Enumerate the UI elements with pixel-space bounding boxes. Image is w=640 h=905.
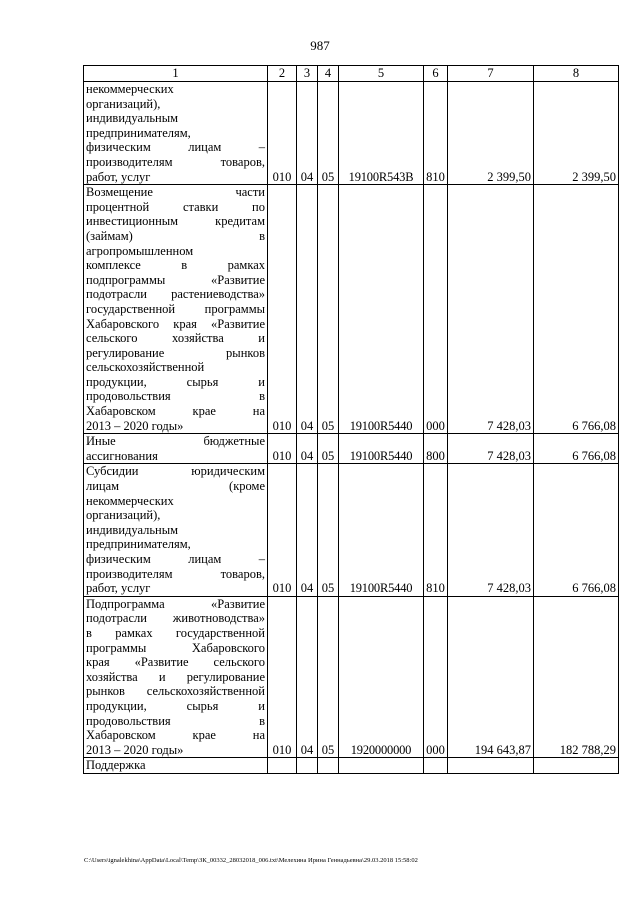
expense-type-code-cell — [424, 758, 448, 774]
expense-type-code-cell: 000 — [424, 185, 448, 434]
item-name-line: работ, услуг — [86, 169, 151, 184]
table-row — [84, 596, 619, 758]
item-name-line: физическим лицам – — [86, 140, 265, 155]
table-row — [84, 758, 619, 774]
podrazdel-code-cell — [318, 758, 339, 774]
target-article-code-cell: 1920000000 — [339, 596, 424, 758]
item-name-line: регулирование рынков — [86, 345, 265, 360]
amount-2018-cell: 7 428,03 — [448, 434, 534, 464]
item-name-line: (займам) в — [86, 228, 265, 243]
table-row — [84, 185, 619, 434]
item-name-line: продукции, сырья и — [86, 698, 265, 713]
table-row — [84, 82, 619, 185]
item-name-line: предпринимателям, — [86, 125, 191, 140]
expense-type-code-cell: 810 — [424, 82, 448, 185]
header-cell: 1 — [84, 66, 268, 82]
item-name-line: некоммерческих — [86, 493, 174, 508]
glava-code-cell: 010 — [268, 596, 297, 758]
amount-2019-cell: 6 766,08 — [534, 185, 619, 434]
amount-2019-cell: 2 399,50 — [534, 82, 619, 185]
header-cell: 3 — [297, 66, 318, 82]
amount-2019-cell: 6 766,08 — [534, 434, 619, 464]
item-name-cell — [84, 82, 268, 185]
expense-type-code-cell: 800 — [424, 434, 448, 464]
amount-2019-cell: 6 766,08 — [534, 464, 619, 596]
glava-code-cell: 010 — [268, 82, 297, 185]
table-row — [84, 464, 619, 596]
item-name-cell — [84, 464, 268, 596]
item-name-line: организаций), — [86, 96, 161, 111]
item-name-line: подотрасли животноводства» — [86, 611, 265, 626]
item-name-cell — [84, 596, 268, 758]
razdel-code-cell — [297, 758, 318, 774]
target-article-code-cell: 19100R543В — [339, 82, 424, 185]
header-cell: 6 — [424, 66, 448, 82]
item-name-line: некоммерческих — [86, 82, 174, 96]
item-name-line: края «Развитие сельского — [86, 655, 265, 670]
item-name-line: организаций), — [86, 508, 161, 523]
item-name-line: рынков сельскохозяйственной — [86, 684, 265, 699]
amount-2018-cell — [448, 758, 534, 774]
header-cell: 5 — [339, 66, 424, 82]
item-name-line: Хабаровском крае на — [86, 404, 265, 419]
budget-table — [83, 65, 619, 774]
podrazdel-code-cell: 05 — [318, 82, 339, 185]
amount-2018-cell: 194 643,87 — [448, 596, 534, 758]
glava-code-cell: 010 — [268, 185, 297, 434]
item-name-line: продовольствия в — [86, 713, 265, 728]
item-name-line: индивидуальным — [86, 522, 179, 537]
razdel-code-cell: 04 — [297, 185, 318, 434]
item-name-line: Хабаровском крае на — [86, 728, 265, 743]
item-name-line: работ, услуг — [86, 581, 151, 596]
header-row — [84, 66, 619, 82]
razdel-code-cell: 04 — [297, 596, 318, 758]
item-name-line: агропромышленном — [86, 243, 194, 258]
amount-2018-cell: 2 399,50 — [448, 82, 534, 185]
item-name-line: сельскохозяйственной — [86, 360, 205, 375]
item-name-cell — [84, 758, 268, 774]
item-name-line: 2013 – 2020 годы» — [86, 742, 184, 757]
amount-2019-cell: 182 788,29 — [534, 596, 619, 758]
item-name-line: производителям товаров, — [86, 566, 265, 581]
file-path-footer: C:\Users\ignalekhina\AppData\Local\Temp\ЗК_00332_28032018_006.txt\Мелехина Ирина Геннадьевна\29.03.2018 15:58:02 — [84, 857, 418, 864]
item-name-line: производителям товаров, — [86, 154, 265, 169]
razdel-code-cell: 04 — [297, 464, 318, 596]
target-article-code-cell — [339, 758, 424, 774]
podrazdel-code-cell: 05 — [318, 434, 339, 464]
page-number: 987 — [310, 38, 330, 53]
header-cell: 8 — [534, 66, 619, 82]
item-name-cell — [84, 434, 268, 464]
item-name-line: Иные бюджетные — [86, 434, 265, 449]
item-name-line: индивидуальным — [86, 111, 179, 126]
podrazdel-code-cell: 05 — [318, 464, 339, 596]
podrazdel-code-cell: 05 — [318, 185, 339, 434]
item-name-line: продукции, сырья и — [86, 374, 265, 389]
expense-type-code-cell: 810 — [424, 464, 448, 596]
item-name-line: процентной ставки по — [86, 199, 265, 214]
item-name-line: подотрасли растениеводства» — [86, 287, 265, 302]
header-cell: 7 — [448, 66, 534, 82]
podrazdel-code-cell: 05 — [318, 596, 339, 758]
amount-2018-cell: 7 428,03 — [448, 185, 534, 434]
item-name-line: Возмещение части — [86, 185, 265, 200]
item-name-line: Подпрограмма «Развитие — [86, 596, 265, 611]
razdel-code-cell: 04 — [297, 434, 318, 464]
item-name-line: государственной программы — [86, 301, 265, 316]
amount-2018-cell: 7 428,03 — [448, 464, 534, 596]
item-name-line: Хабаровского края «Развитие — [86, 316, 265, 331]
razdel-code-cell: 04 — [297, 82, 318, 185]
glava-code-cell — [268, 758, 297, 774]
item-name-cell — [84, 185, 268, 434]
item-name-line: в рамках государственной — [86, 625, 265, 640]
header-cell: 4 — [318, 66, 339, 82]
item-name-line: подпрограммы «Развитие — [86, 272, 265, 287]
target-article-code-cell: 19100R5440 — [339, 434, 424, 464]
item-name-line: Поддержка — [86, 758, 146, 773]
item-name-line: предпринимателям, — [86, 537, 191, 552]
item-name-line: сельского хозяйства и — [86, 331, 265, 346]
item-name-line: продовольствия в — [86, 389, 265, 404]
glava-code-cell: 010 — [268, 434, 297, 464]
item-name-line: лицам (кроме — [86, 479, 265, 494]
item-name-line: комплексе в рамках — [86, 258, 265, 273]
item-name-line: Субсидии юридическим — [86, 464, 265, 479]
table-row — [84, 434, 619, 464]
item-name-line: хозяйства и регулирование — [86, 669, 265, 684]
expense-type-code-cell: 000 — [424, 596, 448, 758]
target-article-code-cell: 19100R5440 — [339, 185, 424, 434]
item-name-line: инвестиционным кредитам — [86, 214, 265, 229]
amount-2019-cell — [534, 758, 619, 774]
header-cell: 2 — [268, 66, 297, 82]
item-name-line: ассигнования — [86, 448, 158, 463]
item-name-line: программы Хабаровского — [86, 640, 265, 655]
item-name-line: 2013 – 2020 годы» — [86, 418, 184, 433]
item-name-line: физическим лицам – — [86, 552, 265, 566]
target-article-code-cell: 19100R5440 — [339, 464, 424, 596]
glava-code-cell: 010 — [268, 464, 297, 596]
